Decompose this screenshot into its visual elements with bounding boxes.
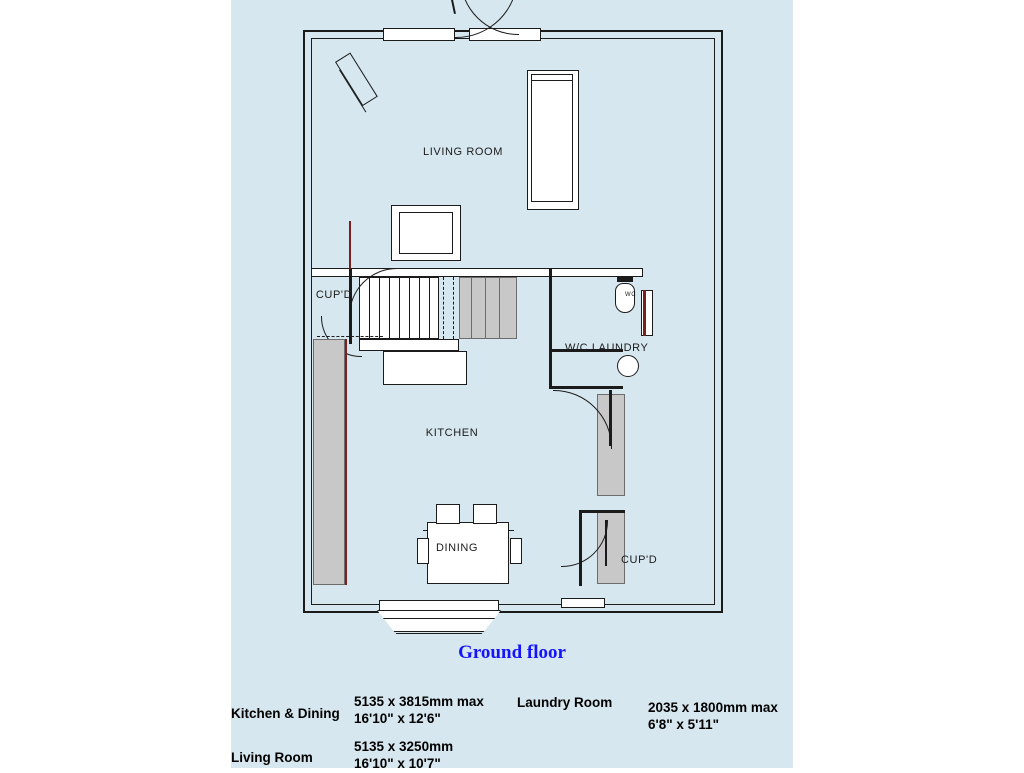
legend-value-laundry-room — [648, 700, 778, 734]
wc-laundry-label: W/C LAUNDRY — [565, 342, 649, 354]
cupboard-right-door-leaf — [605, 520, 607, 566]
toilet-cistern — [617, 277, 633, 282]
legend-label-kitchen-dining: Kitchen & Dining — [231, 706, 340, 721]
wardrobe-top-shelf — [531, 74, 573, 81]
stair-tread-7 — [429, 277, 430, 339]
kitchen-wall-right-lower — [549, 386, 623, 389]
living-room-label: LIVING ROOM — [423, 146, 503, 158]
stair-tread-5 — [409, 277, 410, 339]
under-stair-line-2 — [485, 277, 486, 339]
legend-label-living-room: Living Room — [231, 750, 313, 765]
kitchen-door-leaf — [609, 390, 612, 446]
legend — [231, 690, 1021, 771]
wc-laundry-wall-left — [549, 268, 552, 352]
dining-label: DINING — [435, 542, 479, 554]
wardrobe-inner — [531, 80, 573, 202]
hall-floor-strip — [383, 351, 467, 385]
bay-window-outer — [383, 618, 495, 634]
dining-chair-left — [417, 538, 429, 564]
dining-table-line-right — [509, 530, 514, 531]
kitchen-units-left — [313, 339, 345, 585]
stair-break-line-1 — [443, 277, 444, 339]
under-stair-line-3 — [499, 277, 500, 339]
side-door-leaf — [643, 290, 646, 336]
floor-title: Ground floor — [458, 642, 566, 663]
living-room-partition-wall — [311, 268, 643, 277]
front-door-opening — [383, 28, 455, 41]
kitchen-units-left-edge — [345, 339, 347, 585]
toilet — [615, 283, 635, 313]
legend-imperial-living-room: 16'10" x 10'7" — [354, 755, 441, 771]
dining-chair-1 — [436, 504, 460, 524]
legend-metric-kitchen-dining: 5135 x 3815mm max — [354, 694, 484, 709]
legend-value-kitchen-dining — [354, 694, 484, 728]
legend-metric-laundry-room: 2035 x 1800mm max — [648, 700, 778, 715]
kitchen-wall-right — [549, 352, 552, 386]
under-stairs-shading — [459, 277, 517, 339]
dining-chair-2 — [473, 504, 497, 524]
rear-door-opening — [561, 598, 605, 608]
dining-chair-right — [510, 538, 522, 564]
kitchen-label: KITCHEN — [425, 427, 479, 439]
stair-landing — [359, 339, 459, 351]
floor-plan-drawing — [231, 0, 793, 690]
legend-imperial-kitchen-dining: 16'10" x 12'6" — [354, 710, 441, 726]
legend-label-laundry-room: Laundry Room — [517, 695, 613, 710]
under-stair-line-1 — [471, 277, 472, 339]
cupboard-right-wall-top — [579, 510, 625, 513]
stair-break-line-2 — [453, 277, 454, 339]
cupboard-left-label: CUP'D — [315, 289, 353, 301]
cupboard-left-threshold — [317, 336, 383, 337]
washing-machine — [617, 355, 639, 377]
dining-table-line-left — [423, 530, 428, 531]
legend-imperial-laundry-room: 6'8" x 5'11" — [648, 716, 720, 732]
stair-tread-6 — [419, 277, 420, 339]
wc-label: WC — [625, 292, 637, 298]
cupboard-right-label: CUP'D — [621, 554, 658, 566]
cupboard-left-door-leaf — [349, 221, 351, 269]
stair-tread-4 — [399, 277, 400, 339]
armchair-seat — [399, 212, 453, 254]
legend-metric-living-room: 5135 x 3250mm — [354, 739, 454, 754]
